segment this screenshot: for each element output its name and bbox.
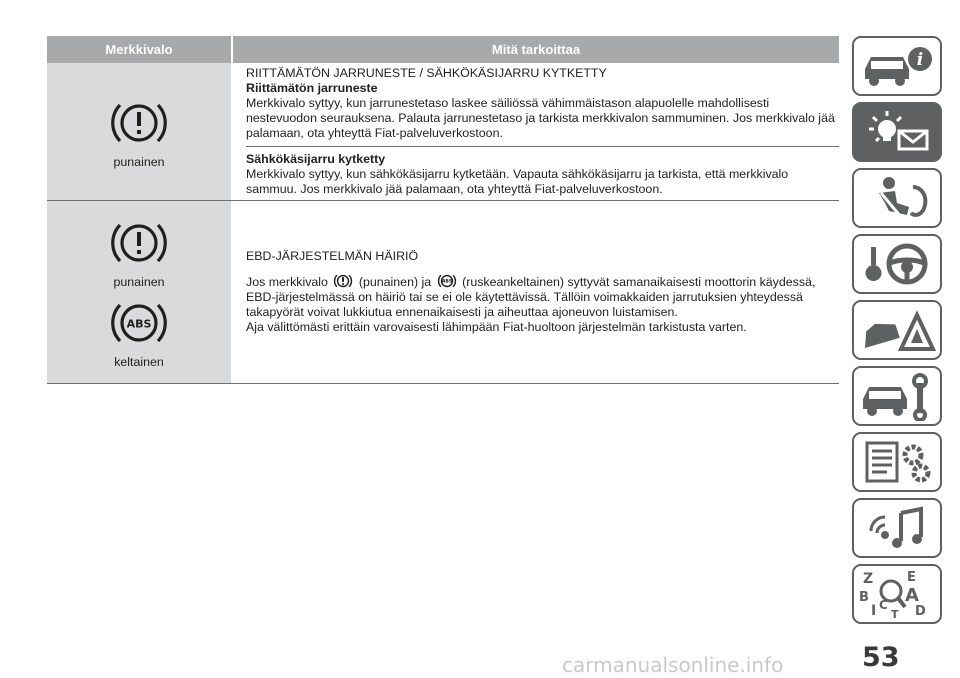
emergency-triangle-icon [857, 305, 937, 355]
index-letter: Z [863, 571, 874, 587]
tab-car-info[interactable] [852, 36, 942, 96]
section-title: Riittämätön jarruneste [246, 81, 378, 95]
tab-warning-lights[interactable] [852, 102, 942, 162]
indicator-color-label: punainen [113, 154, 165, 169]
text-part: (punainen) ja [358, 275, 432, 289]
index-letter: I [871, 603, 877, 619]
table-row [47, 63, 839, 201]
section-caps-title: EBD-JÄRJESTELMÄN HÄIRIÖ [246, 249, 419, 263]
index-letter: T [891, 608, 899, 619]
index-letter: D [915, 604, 926, 619]
alphabetical-index-icon [857, 569, 937, 619]
section-text: Aja välittömästi erittäin varovaisesti lähimpään Fiat-huoltoon järjestelmän tarkistusta varten. [246, 320, 747, 334]
brake-fluid-section [246, 63, 839, 147]
car-info-icon [857, 41, 937, 91]
brake-warning-icon [109, 95, 169, 151]
chapter-tabs [852, 36, 942, 630]
text-part: Jos merkkivalo [246, 275, 328, 289]
tab-technical-data[interactable] [852, 432, 942, 492]
brake-warning-icon [109, 215, 169, 271]
parking-brake-section [246, 147, 839, 202]
text-part: (ruskeankeltainen) syttyvät samanaikaisesti moottorin käydessä, EBD-järjestelmässä on häiriö tai se ei ole käytettävissä. Tällöin voimakkaiden jarrutuksien yhteydessä takapyörät voivat lukkiutua ennenaikaisesti ja aiheuttaa ajoneuvon luistamisen. [246, 275, 816, 319]
header-meaning: Mitä tarkoittaa [231, 36, 839, 63]
tab-index[interactable] [852, 564, 942, 624]
index-letter: A [905, 585, 919, 606]
safety-seat-airbag-icon [857, 173, 937, 223]
brake-warning-icon [333, 272, 353, 290]
meaning-cell [231, 63, 839, 200]
indicator-cell [47, 63, 231, 200]
steering-wheel-key-icon [857, 239, 937, 289]
header-indicator: Merkkivalo [105, 42, 173, 57]
indicator-color-label: punainen [113, 275, 165, 289]
tab-emergency[interactable] [852, 300, 942, 360]
abs-icon-text: ABS [126, 317, 152, 331]
section-text: Merkkivalo syttyy, kun sähkökäsijarru kytketään. Vapauta sähkökäsijarru ja tarkista, että merkkivalo sammuu. Jos merkkivalo jää palamaan, ota yhteyttä Fiat-palveluverkostoon. [246, 167, 789, 196]
table-header [47, 36, 839, 63]
abs-icon-text: ABS [441, 279, 452, 285]
section-title: Sähkökäsijarru kytketty [246, 152, 386, 166]
warning-light-message-icon [857, 107, 937, 157]
page-number: 53 [862, 642, 900, 673]
abs-warning-icon [109, 295, 169, 351]
tab-maintenance[interactable] [852, 366, 942, 426]
watermark: carmanualsonline.info [562, 653, 784, 677]
car-maintenance-icon [857, 371, 937, 421]
indicator-cell [47, 201, 231, 383]
tab-multimedia[interactable] [852, 498, 942, 558]
multimedia-icon [857, 503, 937, 553]
index-letter: E [907, 570, 916, 585]
index-letter: C [879, 598, 888, 612]
section-text [246, 272, 839, 320]
section-text: Merkkivalo syttyy, kun jarrunestetaso laskee säiliössä vähimmäistason alapuolelle mahdollisesti nestevuodon seurauksena. Palauta jarrunestetaso ja tarkista merkkivalon sammuminen. Jos merkkivalo jää palamaan, ota yhteyttä Fiat-palveluverkostoon. [246, 96, 835, 140]
meaning-cell [231, 201, 839, 383]
table-row [47, 201, 839, 384]
indicator-color-label: keltainen [114, 355, 164, 369]
tab-safety[interactable] [852, 168, 942, 228]
tab-starting-driving[interactable] [852, 234, 942, 294]
technical-data-gear-icon [857, 437, 937, 487]
abs-warning-icon [437, 272, 457, 290]
section-caps-title: RIITTÄMÄTÖN JARRUNESTE / SÄHKÖKÄSIJARRU KYTKETTY [246, 66, 607, 80]
svg-text:i: i [916, 50, 924, 70]
warning-light-table [47, 36, 839, 384]
index-letter: B [859, 590, 869, 605]
